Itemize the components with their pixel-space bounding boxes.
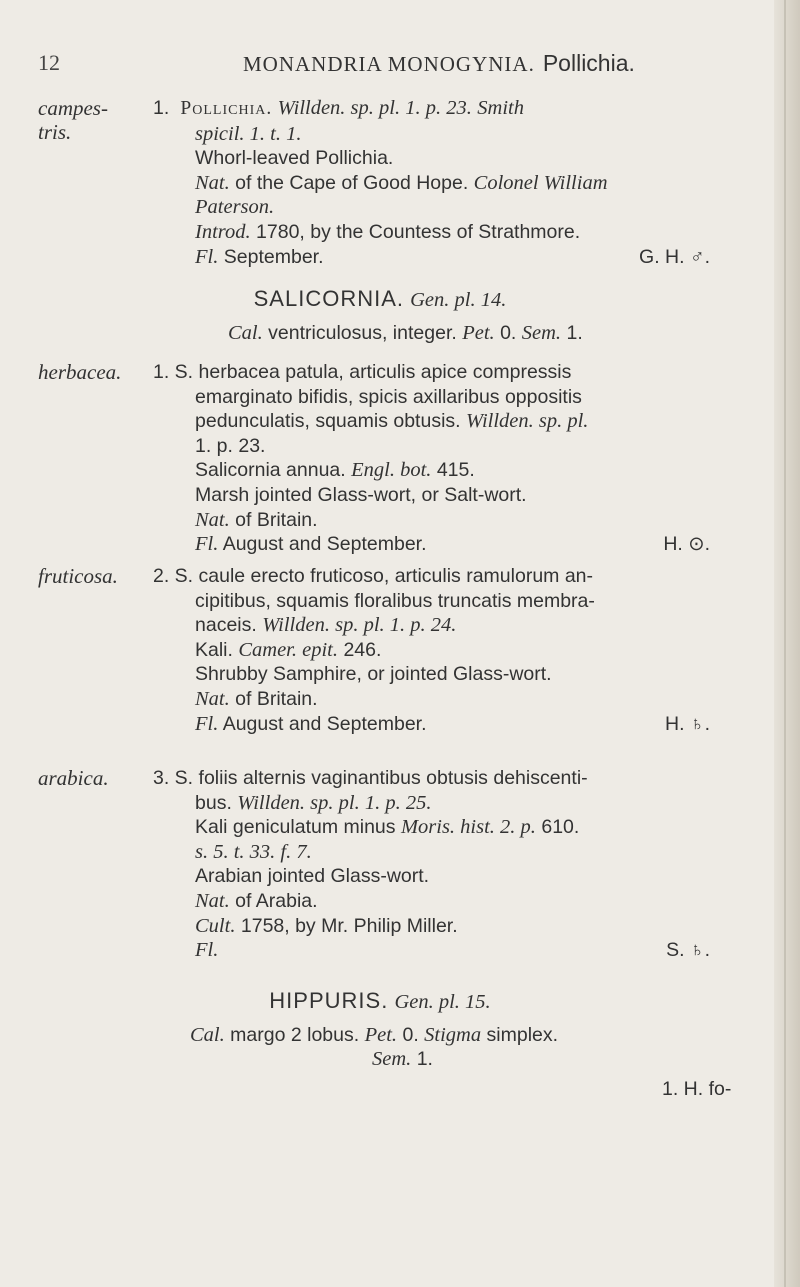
habitat-symbol: S. ♄. (666, 939, 710, 962)
native-line: Nat. of Arabia. (195, 889, 318, 912)
genus-characters-cont: Sem. 1. (372, 1048, 433, 1070)
entry-line: emarginato bifidis, spicis axillaribus oppositis (195, 385, 582, 408)
species-entry-arabica (153, 766, 740, 963)
habitat-symbol: G. H. ♂. (639, 245, 710, 268)
entry-line: spicil. 1. t. 1. (195, 122, 302, 145)
species-name: Pollichia. (180, 98, 273, 119)
running-genus: Pollichia. (542, 50, 635, 76)
page-edge (774, 0, 800, 1287)
species-entry-campestris (153, 96, 740, 269)
genus-heading-hippuris (0, 988, 760, 1014)
native-line: Nat. of the Cape of Good Hope. Colonel William (195, 171, 608, 194)
flowering-line: Fl. August and September. H. ♄. (195, 712, 710, 735)
reference: Willden. sp. pl. 1. p. 23. (277, 97, 472, 119)
page-gutter-line (784, 0, 786, 1287)
margin-line-1: campes- (38, 96, 108, 120)
running-title (243, 50, 635, 77)
synonym-line: Salicornia annua. Engl. bot. 415. (195, 459, 475, 482)
entry-line: naceis. Willden. sp. pl. 1. p. 24. (195, 614, 457, 637)
entry-line: 2. S. caule erecto fruticoso, articulis ramulorum an- (153, 565, 594, 587)
margin-label-campestris (38, 96, 108, 144)
flowering-line: Fl. September. G. H. ♂. (195, 245, 710, 268)
synonym-line: Kali geniculatum minus Moris. hist. 2. p. 610. (195, 816, 580, 839)
running-title-text: MONANDRIA MONOGYNIA. (243, 52, 535, 76)
entry-line: 1. Pollichia. Willden. sp. pl. 1. p. 23. Smith (153, 97, 524, 119)
genus-name: HIPPURIS. (269, 988, 389, 1013)
page-number: 12 (38, 50, 60, 75)
habitat-symbol: H. ♄. (665, 712, 710, 735)
margin-line-2: tris. (38, 120, 72, 144)
genus-reference: Gen. pl. 15. (394, 991, 491, 1013)
catchword: 1. H. fo- (662, 1078, 732, 1100)
margin-label-fruticosa: fruticosa. (38, 564, 118, 588)
reference-author: Smith (477, 97, 524, 119)
common-name: Marsh jointed Glass-wort, or Salt-wort. (195, 483, 527, 506)
common-name: Shrubby Samphire, or jointed Glass-wort. (195, 663, 552, 686)
flowering-line: Fl. S. ♄. (195, 939, 710, 962)
entry-line: 3. S. foliis alternis vaginantibus obtusis dehiscenti- (153, 767, 588, 789)
page-header (38, 50, 758, 80)
cultivated-line: Cult. 1758, by Mr. Philip Miller. (195, 914, 458, 937)
habitat-symbol: H. ⊙. (663, 533, 710, 556)
native-line: Nat. of Britain. (195, 508, 318, 531)
native-line: Nat. of Britain. (195, 687, 318, 710)
entry-line: Paterson. (195, 196, 275, 219)
entry-line: 1. p. 23. (195, 434, 266, 457)
synonym-line: Kali. Camer. epit. 246. (195, 638, 382, 661)
entry-line: 1. S. herbacea patula, articulis apice compressis (153, 361, 572, 383)
genus-reference: Gen. pl. 14. (410, 289, 507, 311)
species-entry-fruticosa (153, 564, 740, 736)
entry-line: cipitibus, squamis floralibus truncatis membra- (195, 589, 595, 612)
introduced-line: Introd. 1780, by the Countess of Strathmore. (195, 220, 581, 243)
flowering-line: Fl. August and September. H. ⊙. (195, 533, 710, 556)
entry-line: pedunculatis, squamis obtusis. Willden. sp. pl. (195, 410, 589, 433)
common-name: Arabian jointed Glass-wort. (195, 865, 430, 888)
common-name: Whorl-leaved Pollichia. (195, 147, 394, 170)
genus-heading-salicornia (0, 286, 760, 312)
genus-characters: Cal. margo 2 lobus. Pet. 0. Stigma simplex. (190, 1024, 559, 1046)
genus-name: SALICORNIA. (253, 286, 404, 311)
margin-label-arabica: arabica. (38, 766, 109, 790)
entry-line: bus. Willden. sp. pl. 1. p. 25. (195, 791, 432, 814)
entry-line: s. 5. t. 33. f. 7. (195, 840, 312, 863)
species-entry-herbacea (153, 360, 740, 557)
genus-characters: Cal. ventriculosus, integer. Pet. 0. Sem. 1. (228, 322, 583, 344)
margin-label-herbacea: herbacea. (38, 360, 122, 384)
